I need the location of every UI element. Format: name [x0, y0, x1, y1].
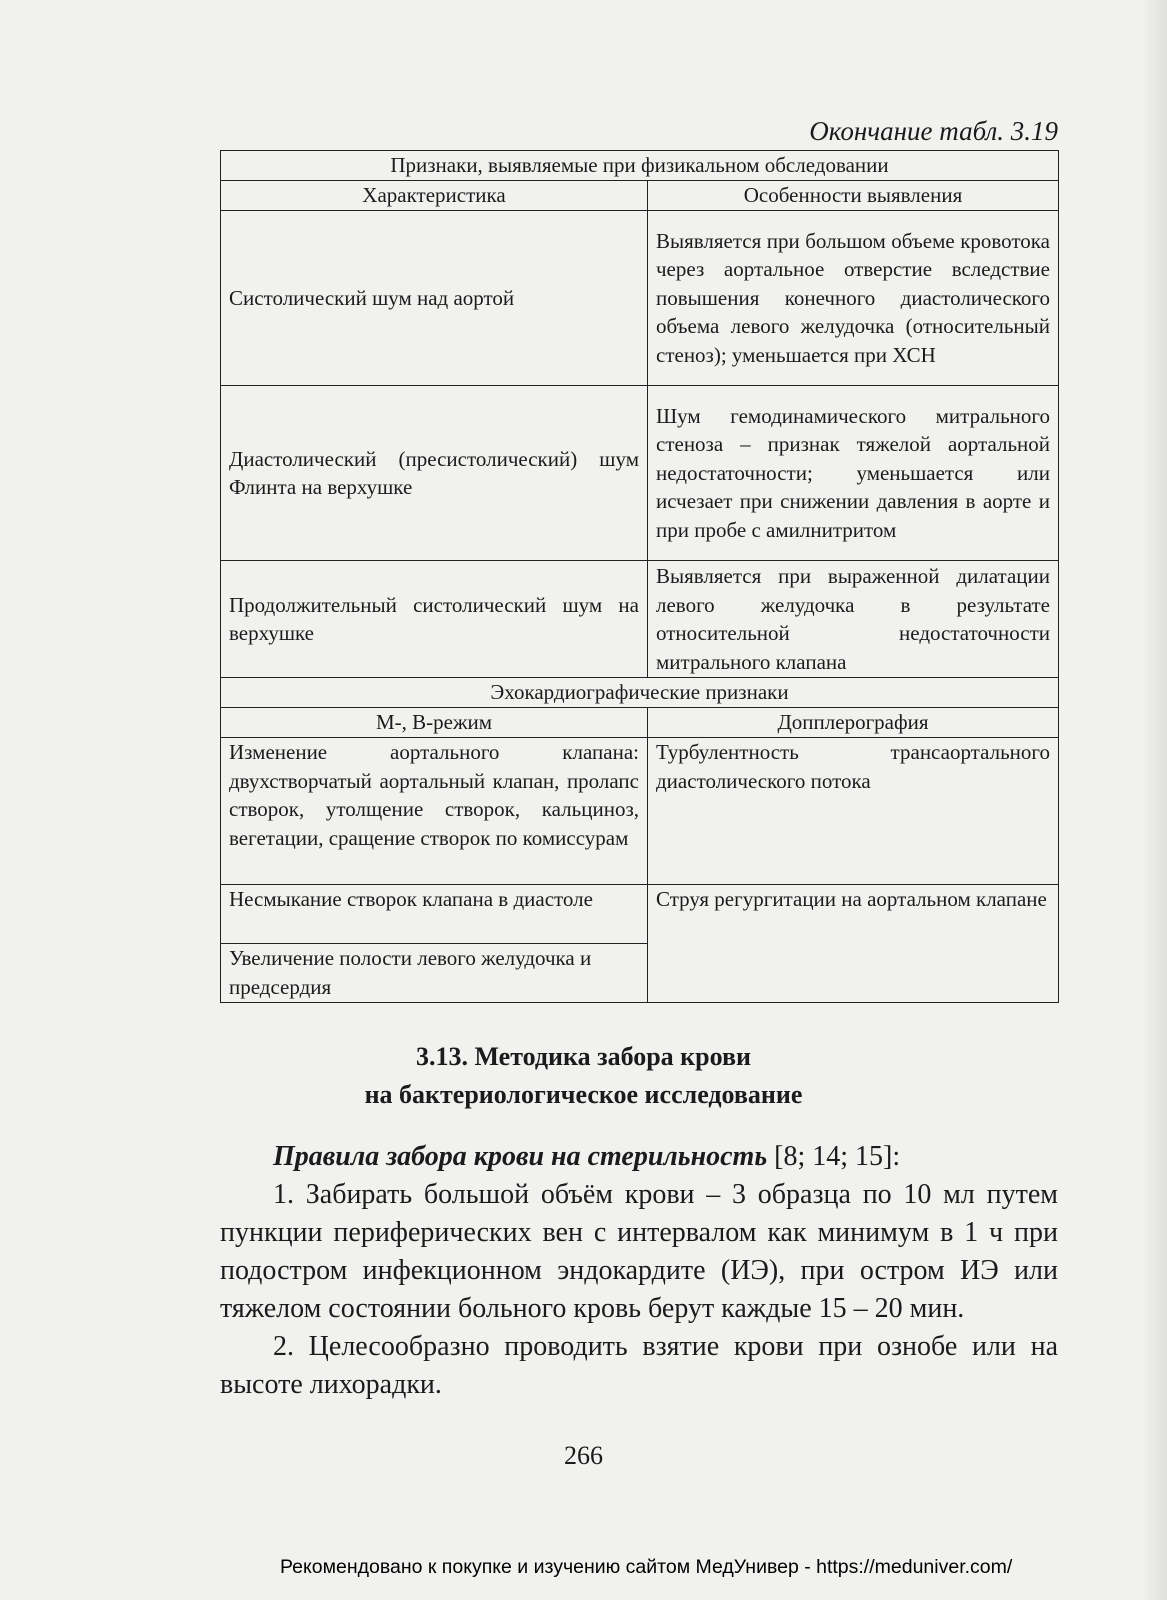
table-row — [221, 386, 1059, 561]
rules-title-emphasis: Правила забора крови на стерильность — [273, 1141, 768, 1172]
rules-title — [220, 1138, 1058, 1176]
page-number: 266 — [564, 1441, 603, 1470]
table-row — [221, 561, 1059, 678]
column-header-mode: М-, В-режим — [221, 708, 648, 738]
section-heading — [0, 1038, 1167, 1114]
body-text — [220, 1138, 1058, 1404]
column-header-doppler: Допплерография — [648, 708, 1059, 738]
table-cell: Продолжительный систолический шум на верхушке — [221, 561, 648, 678]
table-row — [221, 885, 1059, 944]
table-section-row — [221, 151, 1059, 181]
table-row — [221, 738, 1059, 885]
section-title-physical: Признаки, выявляемые при физикальном обследовании — [221, 151, 1059, 181]
table-section-row — [221, 678, 1059, 708]
table-cell: Выявляется при выраженной дилатации левого желудочка в результате относительной недостаточности митрального клапана — [648, 561, 1059, 678]
section-title-echo: Эхокардиографические признаки — [221, 678, 1059, 708]
heading-line: на бактериологическое исследование — [364, 1080, 803, 1109]
table-cell: Несмыкание створок клапана в диастоле — [221, 885, 648, 944]
footer-note: Рекомендовано к покупке и изучению сайтом МедУнивер - https://meduniver.com/ — [280, 1556, 1013, 1578]
table-cell: Систолический шум над аортой — [221, 211, 648, 386]
table-cell: Шум гемодинамического митрального стеноза – признак тяжелой аортальной недостаточности; уменьшается или исчезает при снижении давления в аорте и при пробе с амилнитритом — [648, 386, 1059, 561]
table-caption: Окончание табл. 3.19 — [809, 116, 1058, 146]
table-cell: Изменение аортального клапана: двухстворчатый аортальный клапан, пролапс створок, утолщение створок, кальциноз, вегетации, сращение створок по комиссурам — [221, 738, 648, 885]
findings-table — [220, 150, 1059, 1003]
rule-item: 1. Забирать большой объём крови – 3 образца по 10 мл путем пункции периферических вен с интервалом как минимум в 1 ч при подостром инфекционном эндокардите (ИЭ), при остром ИЭ или тяжелом состоянии больного кровь берут каждые 15 – 20 мин. — [220, 1179, 1058, 1324]
rules-references: [8; 14; 15]: — [767, 1141, 901, 1172]
table-cell: Выявляется при большом объеме кровотока через аортальное отверстие вследствие повышения конечного диастолического объема левого желудочка (относительный стеноз); уменьшается при ХСН — [648, 211, 1059, 386]
column-header-characteristic: Характеристика — [221, 181, 648, 211]
rule-item: 2. Целесообразно проводить взятие крови при ознобе или на высоте лихорадки. — [220, 1331, 1058, 1400]
table-header-row — [221, 181, 1059, 211]
table-cell: Струя регургитации на аортальном клапане — [648, 885, 1059, 1003]
table-cell: Турбулентность трансаортального диастолического потока — [648, 738, 1059, 885]
column-header-detection: Особенности выявления — [648, 181, 1059, 211]
table-row — [221, 211, 1059, 386]
page-edge-shadow — [1141, 0, 1167, 1600]
table-cell: Увеличение полости левого желудочка и предсердия — [221, 944, 648, 1003]
table-cell: Диастолический (пресистолический) шум Флинта на верхушке — [221, 386, 648, 561]
heading-line: 3.13. Методика забора крови — [415, 1042, 752, 1071]
table-header-row — [221, 708, 1059, 738]
